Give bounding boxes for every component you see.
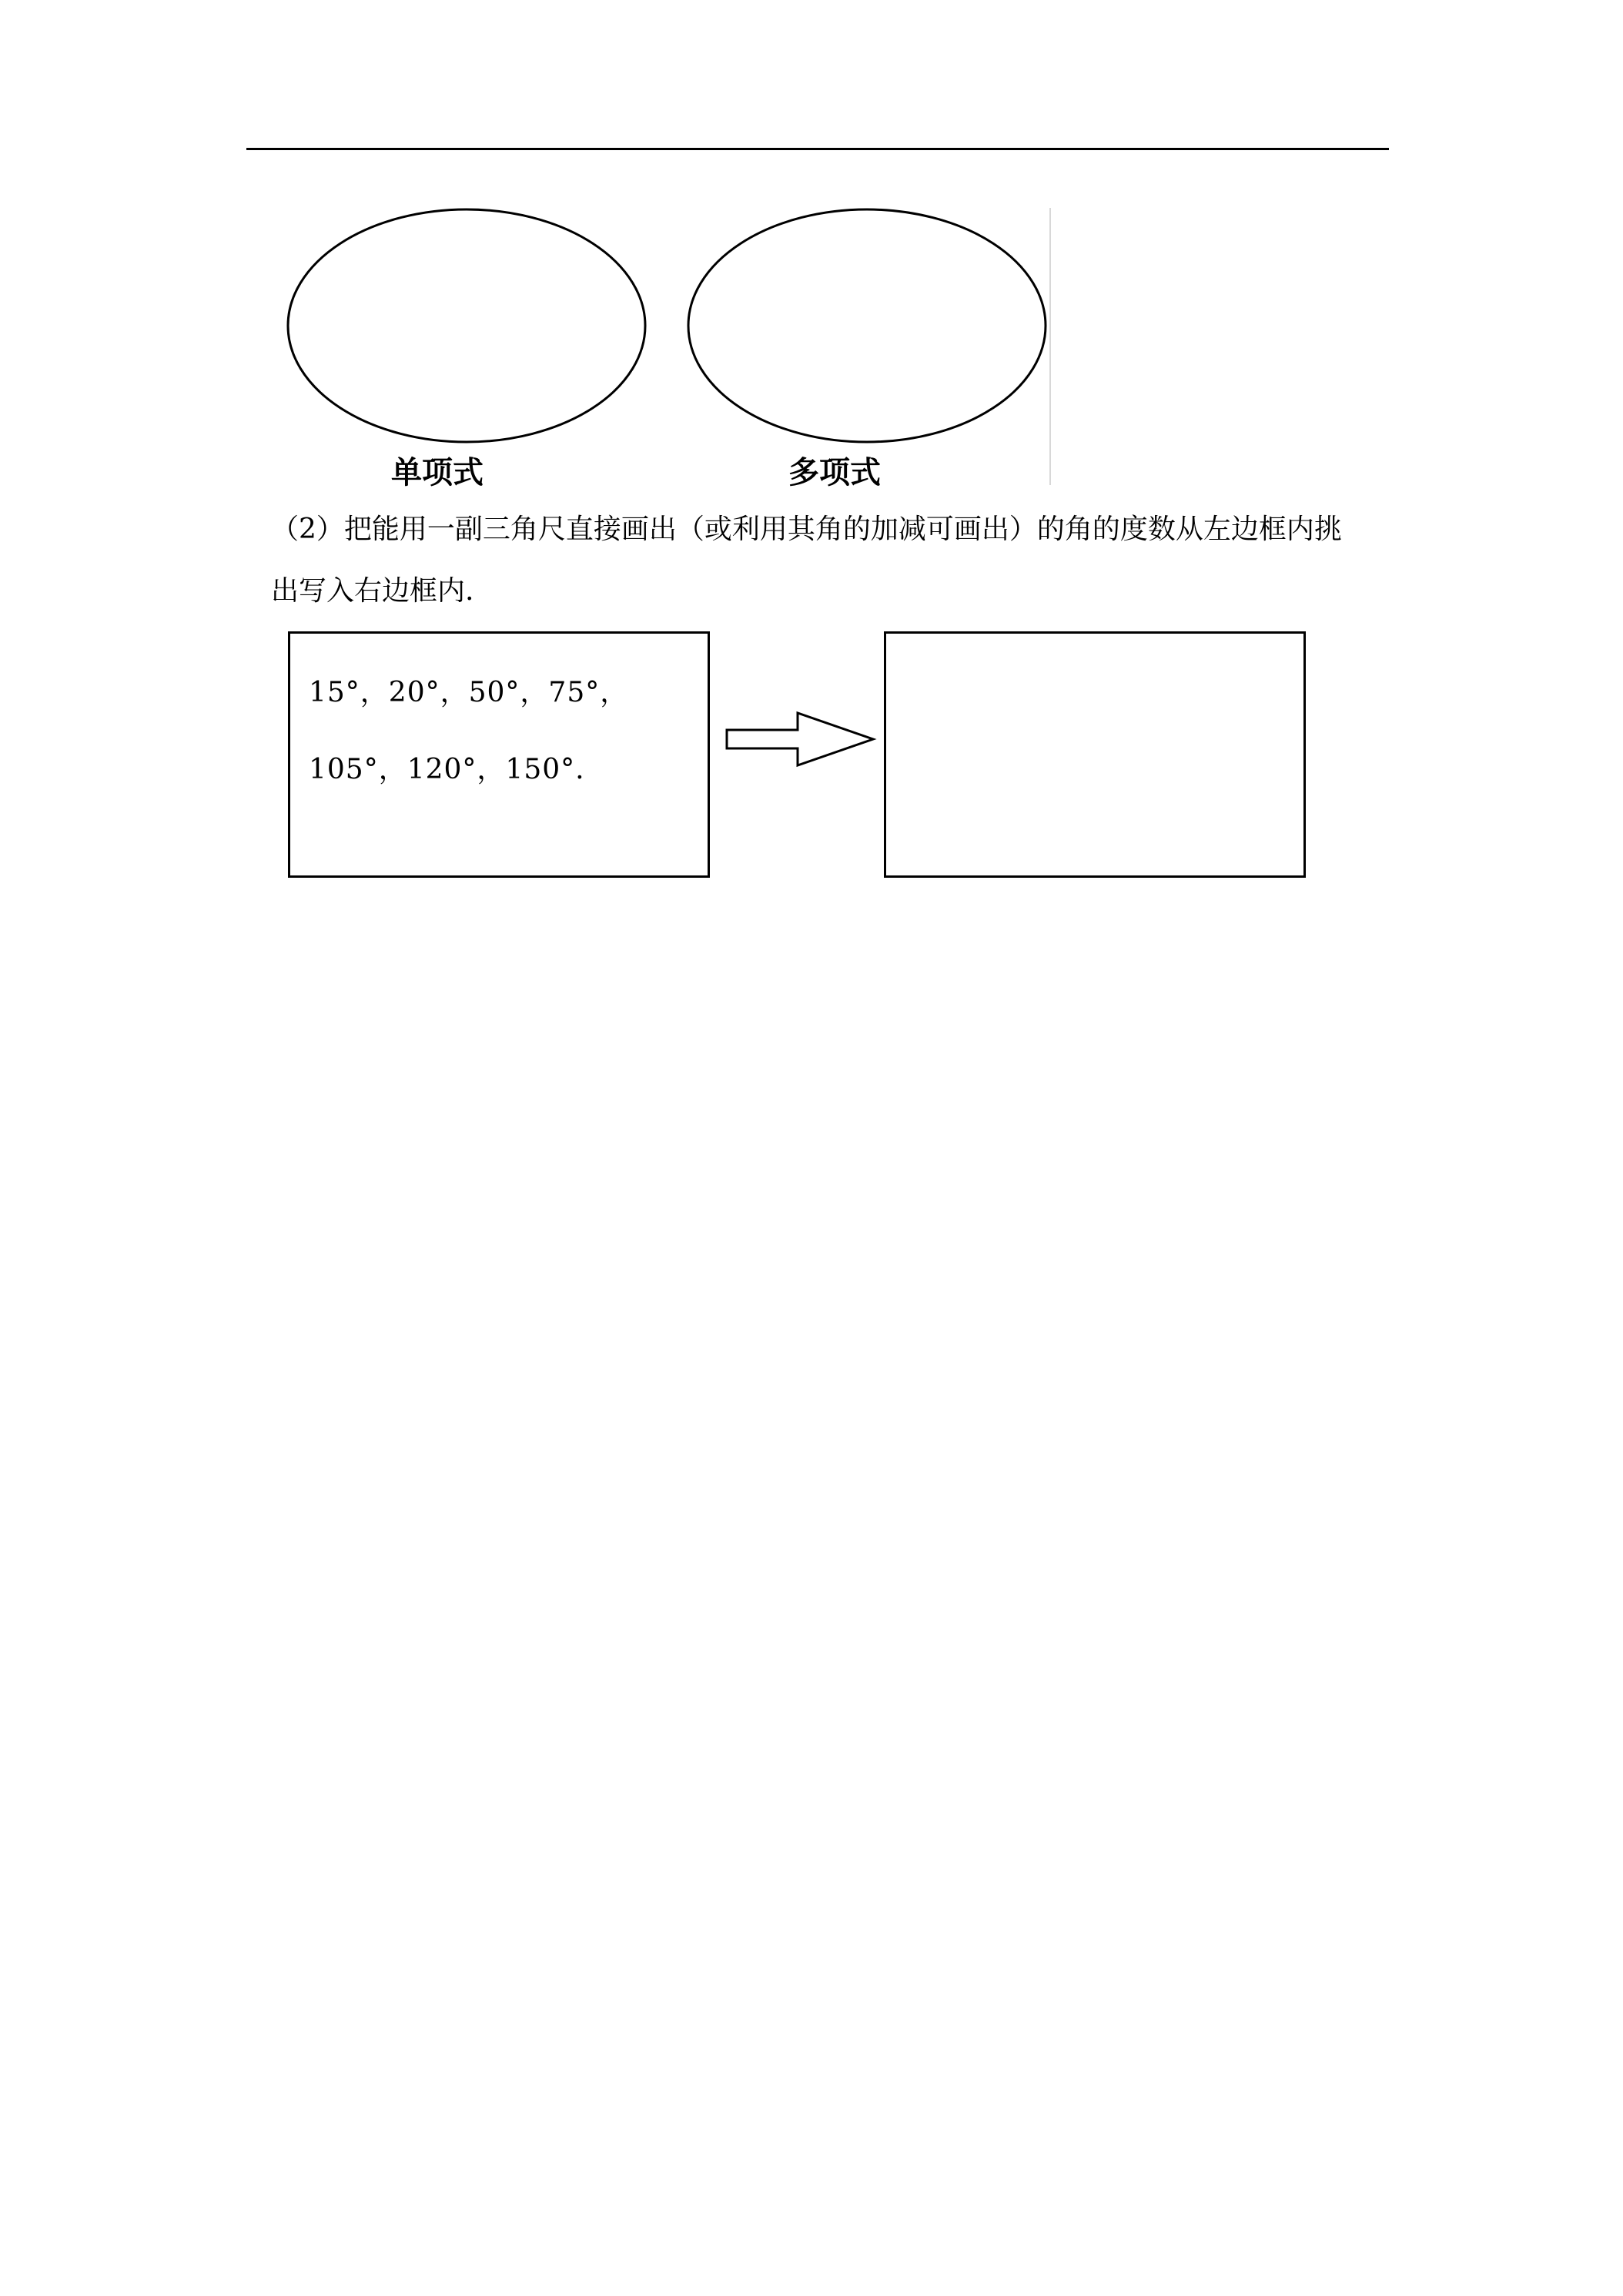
- angle-list-line-2: 105°，120°，150°.: [309, 754, 585, 785]
- answer-box[interactable]: [884, 631, 1306, 878]
- monomial-oval: [288, 209, 645, 442]
- question-text-line-2: 出写入右边框内.: [271, 575, 474, 607]
- polynomial-oval: [688, 209, 1046, 442]
- polynomial-label: 多项式: [788, 455, 881, 490]
- angle-source-box: [288, 631, 710, 878]
- monomial-label: 单项式: [391, 455, 484, 490]
- header-rule: [246, 148, 1389, 150]
- right-arrow-icon: [724, 708, 878, 785]
- question-text-line-1: （2）把能用一副三角尺直接画出（或利用其角的加减可画出）的角的度数从左边框内挑: [271, 514, 1342, 545]
- angle-list-line-1: 15°，20°，50°，75°，: [309, 677, 629, 708]
